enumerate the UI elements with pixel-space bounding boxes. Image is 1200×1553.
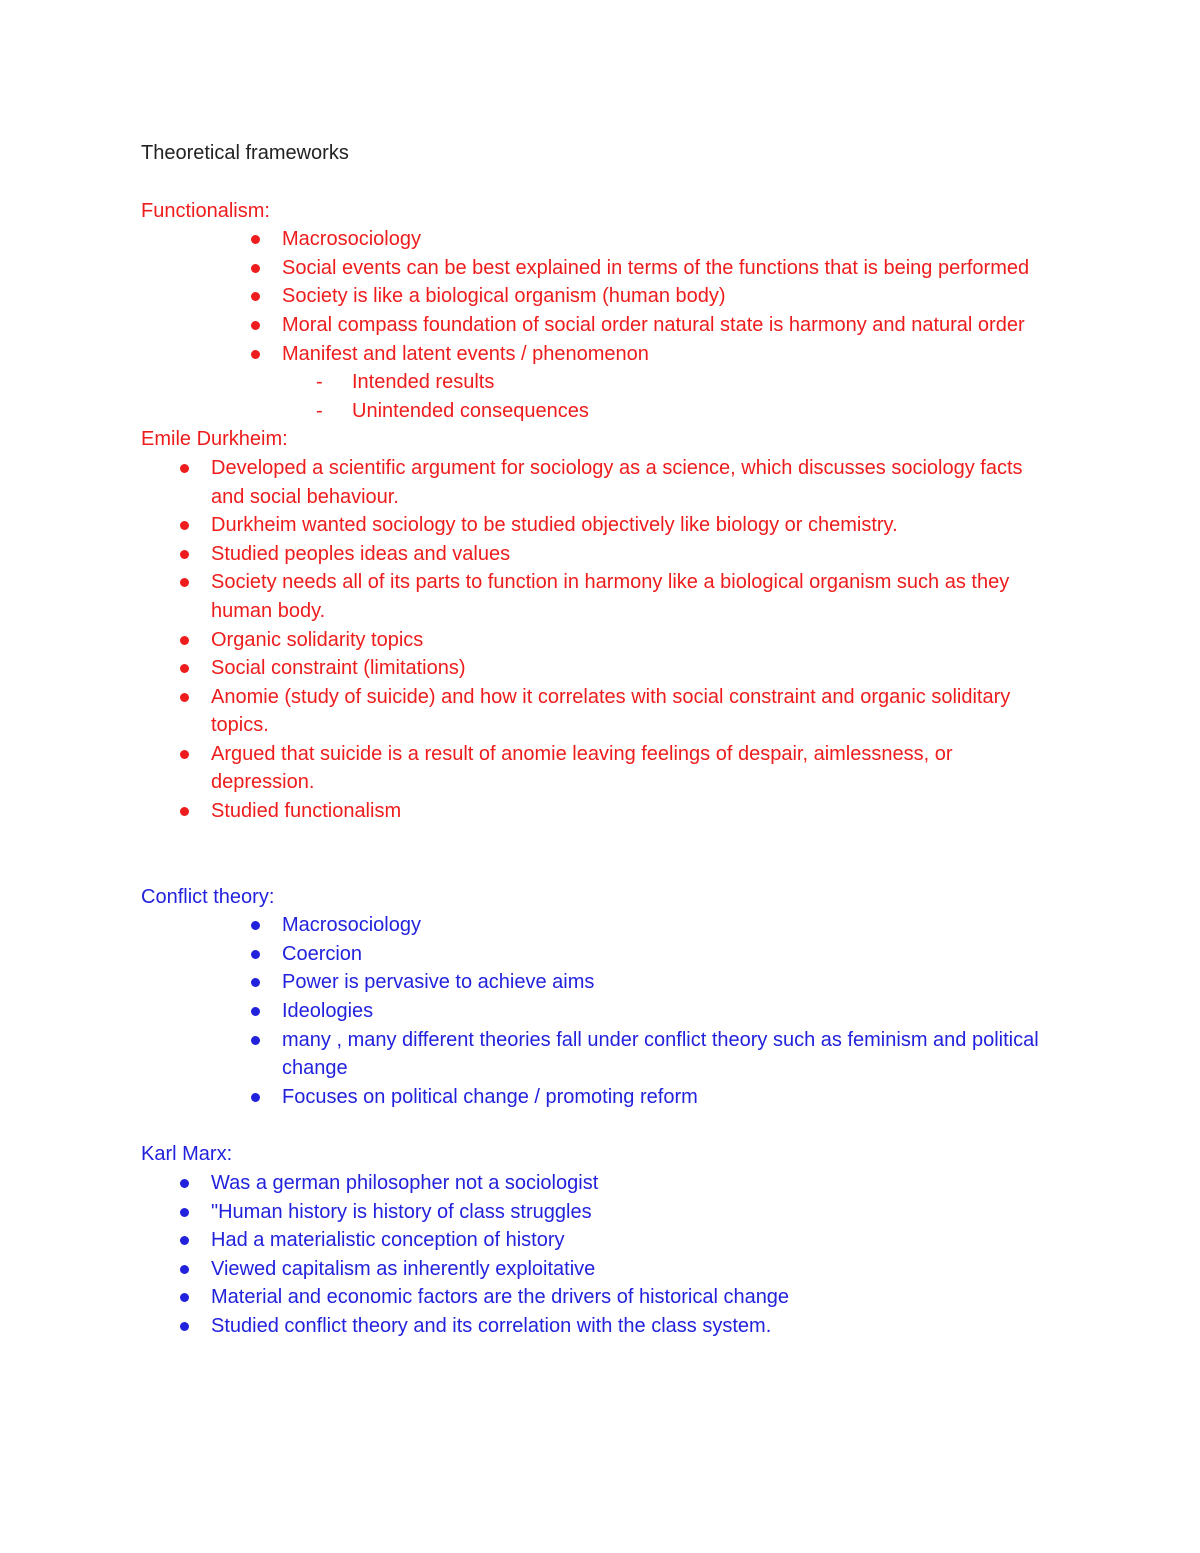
section-heading: Karl Marx: [141, 1143, 233, 1166]
list-item: Focuses on political change / promoting reform [282, 1083, 1061, 1112]
bullet-icon [180, 693, 189, 702]
list-item: Social constraint (limitations) [211, 654, 1061, 683]
bullet-icon [251, 1007, 260, 1016]
list-item: Material and economic factors are the drivers of historical change [211, 1283, 1061, 1312]
bullet-icon [251, 350, 260, 359]
list-item: Argued that suicide is a result of anomie leaving feelings of despair, aimlessness, or depression. [211, 740, 1061, 797]
list-item: Manifest and latent events / phenomenon - Intended results - Unintended consequences [282, 340, 1061, 426]
section-heading: Functionalism: [141, 199, 270, 222]
bullet-list [141, 911, 1061, 1111]
bullet-icon [180, 1265, 189, 1274]
bullet-icon [251, 292, 260, 301]
list-item: Coercion [282, 940, 1061, 969]
list-item: Moral compass foundation of social order natural state is harmony and natural order [282, 311, 1061, 340]
dash-icon: - [316, 399, 323, 422]
list-item: Viewed capitalism as inherently exploitative [211, 1255, 1061, 1284]
list-item: Society is like a biological organism (human body) [282, 282, 1061, 311]
section-heading: Emile Durkheim: [141, 428, 288, 451]
list-item: Macrosociology [282, 225, 1061, 254]
sub-list-item: - Intended results [352, 368, 1061, 397]
bullet-icon [251, 235, 260, 244]
section-durkheim [141, 425, 1061, 825]
list-item: Ideologies [282, 997, 1061, 1026]
sub-list-item: - Unintended consequences [352, 397, 1061, 426]
bullet-icon [251, 978, 260, 987]
bullet-list [141, 225, 1061, 425]
bullet-icon [180, 1208, 189, 1217]
bullet-icon [251, 321, 260, 330]
spacer [141, 1111, 1061, 1140]
bullet-icon [180, 636, 189, 645]
bullet-icon [251, 1036, 260, 1045]
list-item: Studied conflict theory and its correlation with the class system. [211, 1312, 1061, 1341]
bullet-icon [180, 550, 189, 559]
list-item: Society needs all of its parts to function in harmony like a biological organism such as they human body. [211, 568, 1061, 625]
list-item: Studied functionalism [211, 797, 1061, 826]
section-conflict-theory [141, 883, 1061, 1112]
bullet-icon [180, 464, 189, 473]
bullet-icon [180, 807, 189, 816]
list-item: Studied peoples ideas and values [211, 540, 1061, 569]
bullet-icon [251, 921, 260, 930]
bullet-icon [251, 1093, 260, 1102]
section-karl-marx [141, 1140, 1061, 1340]
list-item: Developed a scientific argument for sociology as a science, which discusses sociology facts and social behaviour. [211, 454, 1061, 511]
document-content [141, 139, 1061, 1341]
list-item: many , many different theories fall under conflict theory such as feminism and political change [282, 1026, 1061, 1083]
document-title: Theoretical frameworks [141, 142, 349, 164]
bullet-icon [180, 1322, 189, 1331]
bullet-icon [251, 950, 260, 959]
list-item: Was a german philosopher not a sociologist [211, 1169, 1061, 1198]
list-item: Power is pervasive to achieve aims [282, 968, 1061, 997]
bullet-icon [180, 521, 189, 530]
list-item: Organic solidarity topics [211, 626, 1061, 655]
section-heading: Conflict theory: [141, 885, 275, 908]
list-item: Social events can be best explained in terms of the functions that is being performed [282, 254, 1061, 283]
sub-list [282, 368, 1061, 425]
bullet-icon [180, 578, 189, 587]
bullet-icon [180, 1179, 189, 1188]
bullet-icon [180, 1236, 189, 1245]
list-item: Durkheim wanted sociology to be studied objectively like biology or chemistry. [211, 511, 1061, 540]
dash-icon: - [316, 371, 323, 394]
spacer [141, 826, 1061, 883]
list-item: "Human history is history of class struggles [211, 1198, 1061, 1227]
list-item: Macrosociology [282, 911, 1061, 940]
list-item: Had a materialistic conception of history [211, 1226, 1061, 1255]
bullet-icon [251, 264, 260, 273]
bullet-icon [180, 750, 189, 759]
bullet-list [141, 454, 1061, 826]
bullet-list [141, 1169, 1061, 1341]
bullet-icon [180, 664, 189, 673]
section-functionalism [141, 197, 1061, 426]
list-item: Anomie (study of suicide) and how it correlates with social constraint and organic soliditary topics. [211, 683, 1061, 740]
bullet-icon [180, 1293, 189, 1302]
